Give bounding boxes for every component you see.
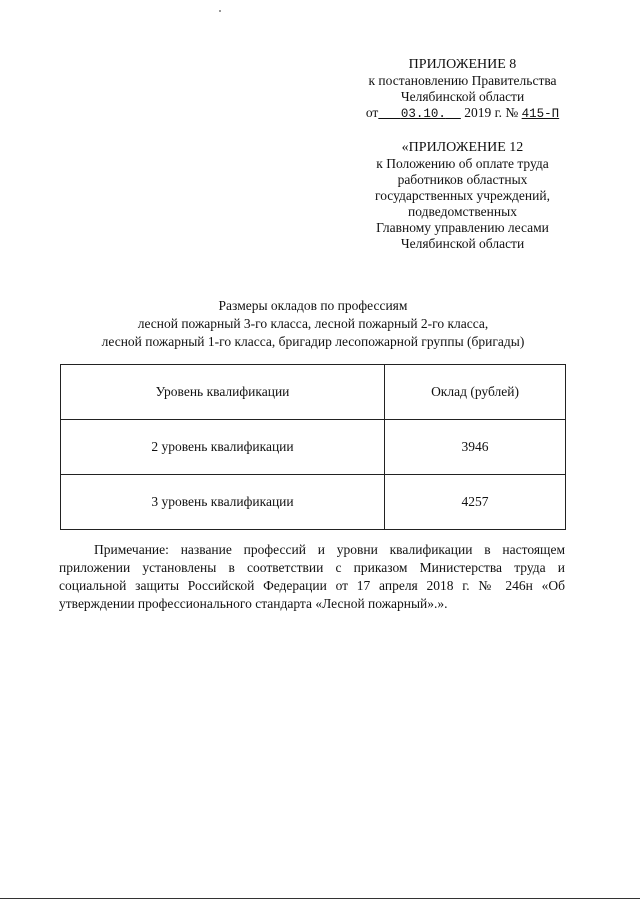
order-reference: [340, 105, 585, 122]
appendix-12-line: государственных учреждений,: [375, 188, 550, 203]
appendix-12-line: подведомственных: [408, 204, 517, 219]
document-title: [60, 297, 566, 351]
salary-table: [60, 364, 566, 530]
appendix-12-line: к Положению об оплате труда: [376, 156, 549, 171]
order-prefix: от: [365, 105, 379, 120]
order-date: 03.10.: [400, 107, 446, 121]
column-header-salary: Оклад (рублей): [385, 365, 566, 420]
salary-cell: 3946: [385, 420, 566, 475]
note-paragraph: [59, 541, 565, 613]
page-bottom-edge: [0, 898, 640, 899]
order-year: 2019 г. №: [460, 105, 519, 120]
appendix-8-line-2: Челябинской области: [400, 89, 525, 104]
document-title-line: лесной пожарный 1-го класса, бригадир лесопожарной группы (бригады): [101, 334, 525, 349]
table-row: [61, 475, 566, 530]
order-date-underline-lead: [378, 107, 401, 121]
appendix-12-title: «ПРИЛОЖЕНИЕ 12: [401, 140, 524, 155]
appendix-8-header: [340, 57, 585, 122]
appendix-8-title: ПРИЛОЖЕНИЕ 8: [408, 57, 517, 72]
appendix-12-line: работников областных: [397, 172, 528, 187]
document-title-line: Размеры окладов по профессиям: [218, 298, 408, 313]
qualification-cell: 2 уровень квалификации: [61, 420, 385, 475]
appendix-8-line-1: к постановлению Правительства: [368, 73, 557, 88]
appendix-12-line: Главному управлению лесами: [376, 220, 549, 235]
table-row: [61, 420, 566, 475]
column-header-qualification: Уровень квалификации: [61, 365, 385, 420]
appendix-12-header: [340, 140, 585, 252]
order-number: 415-П: [521, 107, 560, 121]
order-date-underline-tail: [446, 107, 461, 121]
scan-speck: [219, 10, 221, 12]
table-header-row: [61, 365, 566, 420]
note-text: Примечание: название профессий и уровни квалификации в настоящем приложении установлены в соответствии с приказом Министерства труда и социальной защиты Российской Федерации от 17 апреля 2018 г. № 246н «Об утверждении профессионального стандарта «Лесной пожарный».».: [59, 542, 565, 611]
salary-cell: 4257: [385, 475, 566, 530]
appendix-12-line: Челябинской области: [400, 236, 525, 251]
qualification-cell: 3 уровень квалификации: [61, 475, 385, 530]
document-title-line: лесной пожарный 3-го класса, лесной пожарный 2-го класса,: [137, 316, 489, 331]
